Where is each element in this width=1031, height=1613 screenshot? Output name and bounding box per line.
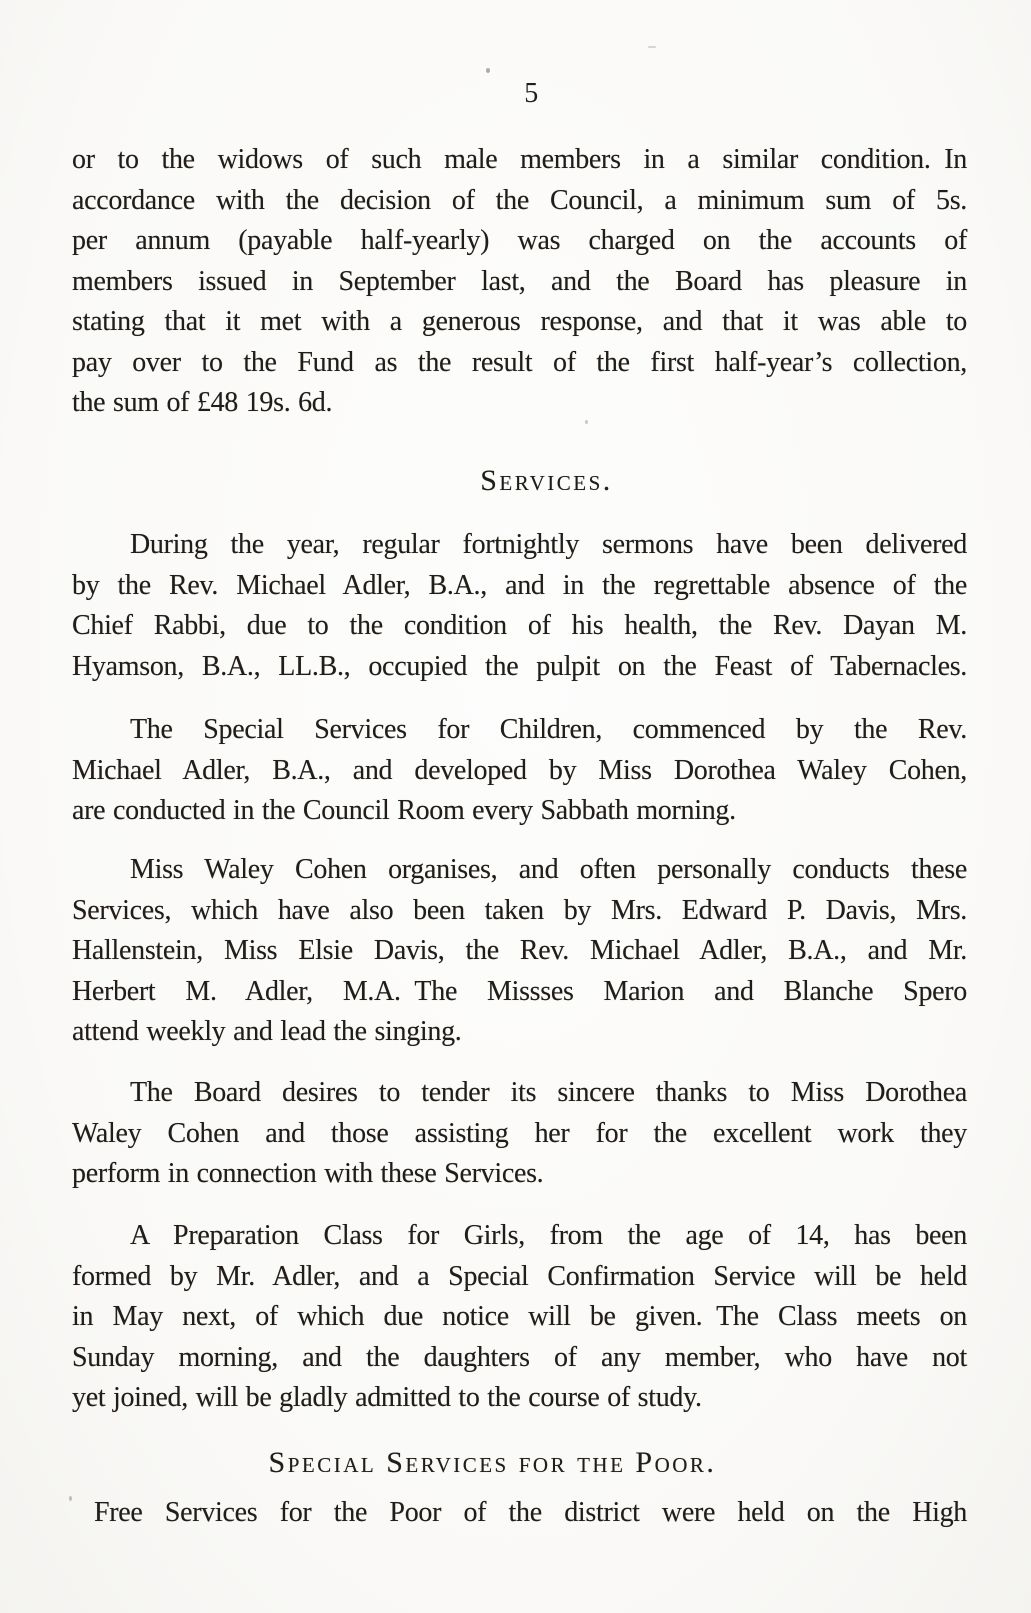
text-line: or to the widows of such male members in a similar condition. In: [72, 144, 967, 175]
text-line: in May next, of which due notice will be given. The Class meets on: [72, 1301, 967, 1332]
text-line: Michael Adler, B.A., and developed by Miss Dorothea Waley Cohen,: [72, 754, 967, 786]
text-line: Hyamson, B.A., LL.B., occupied the pulpit on the Feast of Tabernacles.: [72, 650, 967, 682]
section-heading-services: Services.: [480, 464, 613, 497]
text-line: The Board desires to tender its sincere thanks to Miss Dorothea: [130, 1077, 967, 1108]
text-line: accordance with the decision of the Council, a minimum sum of 5s.: [72, 184, 967, 216]
text-line: members issued in September last, and the Board has pleasure in: [72, 265, 967, 297]
text-line: Sunday morning, and the daughters of any member, who have not: [72, 1341, 967, 1373]
text-line: The Special Services for Children, commenced by the Rev.: [130, 714, 967, 745]
text-line: A Preparation Class for Girls, from the age of 14, has been: [130, 1220, 967, 1251]
text-line: Chief Rabbi, due to the condition of his health, the Rev. Dayan M.: [72, 610, 967, 641]
text-line: the sum of £48 19s. 6d.: [72, 387, 333, 418]
paragraph-preparation-class: [72, 1216, 967, 1419]
text-line: During the year, regular fortnightly sermons have been delivered: [130, 529, 967, 560]
paragraph-waley-cohen: [72, 850, 967, 1053]
paragraph-fund-collection: [72, 140, 967, 424]
text-line: formed by Mr. Adler, and a Special Confirmation Service will be held: [72, 1260, 967, 1292]
text-line: per annum (payable half-yearly) was charged on the accounts of: [72, 225, 967, 256]
paragraph-free-services: [72, 1493, 967, 1534]
text-column: [72, 0, 967, 1534]
text-line: perform in connection with these Services.: [72, 1158, 544, 1189]
text-line: Services, which have also been taken by Mrs. Edward P. Davis, Mrs.: [72, 894, 967, 926]
text-line: Herbert M. Adler, M.A. The Missses Marion and Blanche Spero: [72, 975, 967, 1007]
section-heading-special-services-poor: Special Services for the Poor.: [268, 1446, 717, 1479]
text-line: are conducted in the Council Room every Sabbath morning.: [72, 795, 736, 826]
paragraph-sermons: [72, 525, 967, 687]
text-line: Hallenstein, Miss Elsie Davis, the Rev. Michael Adler, B.A., and Mr.: [72, 935, 967, 966]
text-line: Miss Waley Cohen organises, and often personally conducts these: [130, 854, 967, 885]
text-line: pay over to the Fund as the result of the first half-year’s collection,: [72, 346, 967, 378]
text-line: by the Rev. Michael Adler, B.A., and in the regrettable absence of the: [72, 569, 967, 601]
text-line: Waley Cohen and those assisting her for the excellent work they: [72, 1117, 967, 1149]
text-line: Free Services for the Poor of the district were held on the High: [94, 1497, 967, 1528]
page-number: 5: [524, 78, 539, 109]
text-line: yet joined, will be gladly admitted to the course of study.: [72, 1382, 702, 1413]
paragraph-children-services: [72, 710, 967, 832]
text-line: attend weekly and lead the singing.: [72, 1016, 462, 1047]
text-line: stating that it met with a generous response, and that it was able to: [72, 306, 967, 337]
paragraph-board-thanks: [72, 1073, 967, 1195]
